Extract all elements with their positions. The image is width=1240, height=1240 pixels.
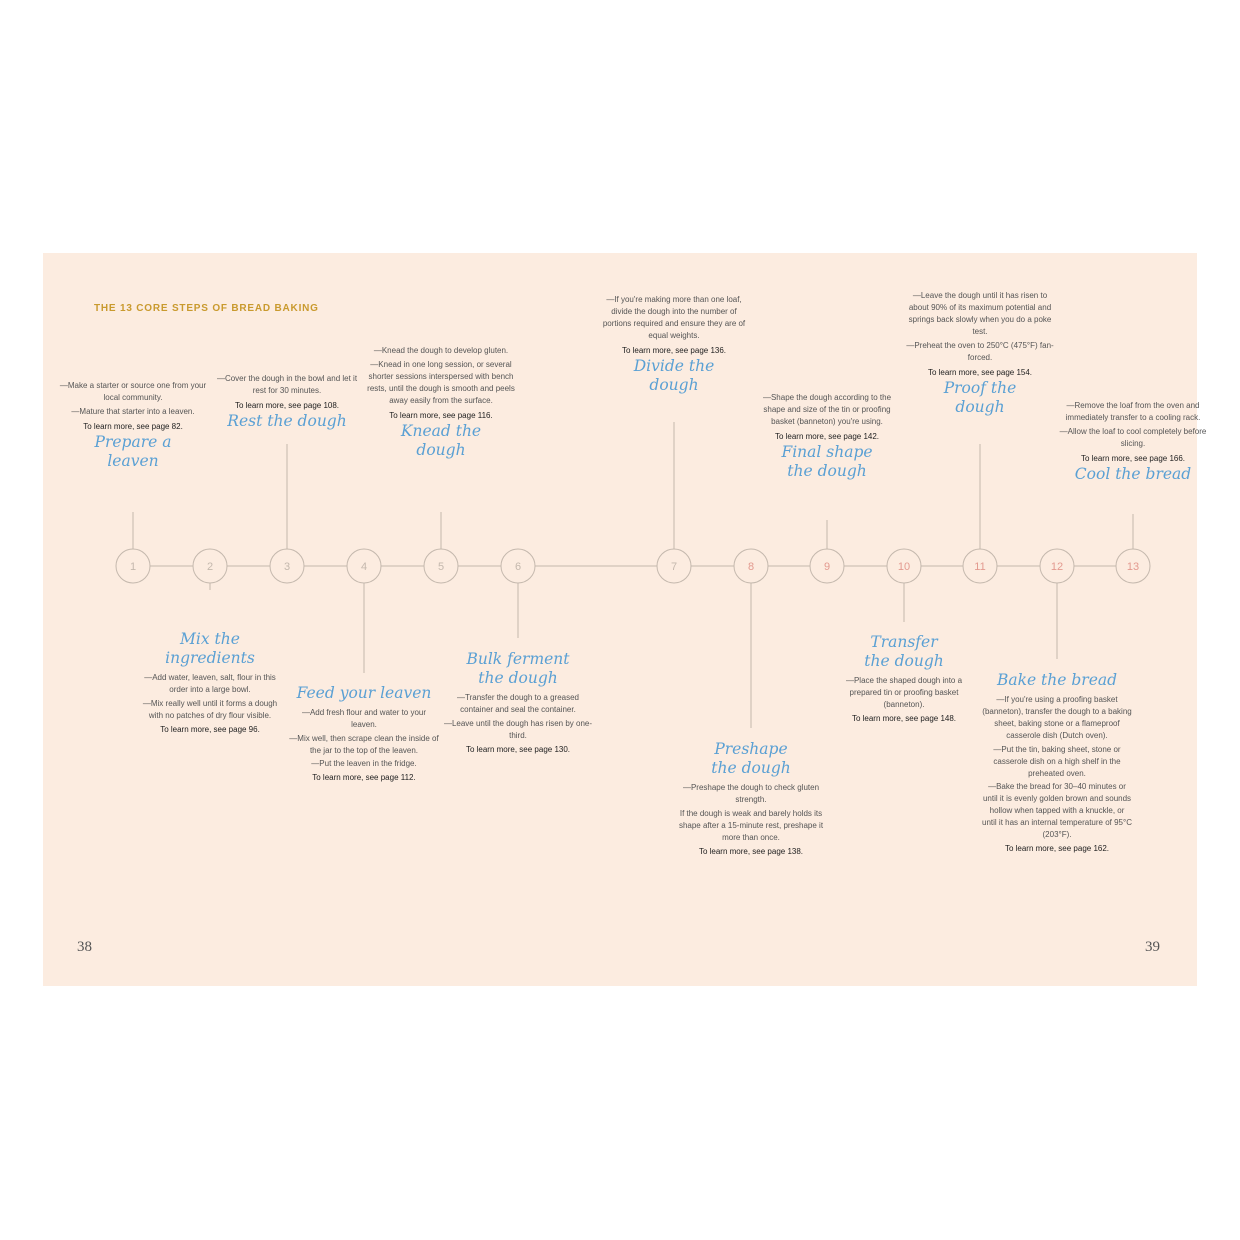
step-description-line: —Preshape the dough to check gluten strength. <box>682 783 820 804</box>
step-description <box>599 294 749 342</box>
step-description-line: —Mature that starter into a leaven. <box>71 406 195 416</box>
step-description-line: —If you're using a proofing basket (banneton), transfer the dough to a baking sheet, baking stone or a flameproof casserole dish (Dutch oven). <box>982 695 1132 740</box>
step-page-reference: To learn more, see page 138. <box>698 846 804 856</box>
step-page-reference: To learn more, see page 130. <box>465 744 571 754</box>
step-title <box>676 740 826 778</box>
step-4 <box>289 684 439 784</box>
step-title <box>752 443 902 481</box>
step-description-line: —Leave the dough until it has risen to about 90% of its maximum potential and springs back slowly when you do a poke test. <box>908 291 1052 336</box>
step-description <box>443 692 593 742</box>
step-12 <box>982 671 1132 855</box>
step-description-line: —Make a starter or source one from your local community. <box>59 381 207 402</box>
step-description-line: —Transfer the dough to a greased container and seal the container. <box>457 693 579 714</box>
step-title <box>1058 465 1208 484</box>
step-title-line: the dough <box>864 652 944 670</box>
step-title <box>905 379 1055 417</box>
step-page-reference: To learn more, see page 82. <box>83 421 183 431</box>
step-description <box>905 290 1055 364</box>
step-number: 5 <box>437 561 445 573</box>
step-title <box>443 650 593 688</box>
step-description <box>366 345 516 407</box>
step-5 <box>366 345 516 460</box>
step-11 <box>905 290 1055 417</box>
step-number: 12 <box>1050 561 1064 573</box>
step-description-line: —Put the tin, baking sheet, stone or casserole dish on a high shelf in the preheated oven. <box>993 744 1121 778</box>
step-6 <box>443 650 593 756</box>
step-number: 8 <box>747 561 755 573</box>
step-description <box>1058 400 1208 450</box>
step-title-line: Rest the dough <box>227 412 347 430</box>
step-description-line: —Mix well, then scrape clean the inside of the jar to the top of the leaven. <box>289 733 439 755</box>
step-number: 13 <box>1126 561 1140 573</box>
step-description-line: If the dough is weak and barely holds its shape after a 15-minute rest, preshape it more than once. <box>678 808 824 842</box>
step-description <box>289 707 439 770</box>
step-description-line: —Add water, leaven, salt, flour in this order into a large bowl. <box>144 673 276 694</box>
step-title-line: Proof the <box>943 378 1017 397</box>
step-number: 10 <box>897 561 911 573</box>
step-number: 4 <box>360 561 368 573</box>
step-10 <box>829 633 979 725</box>
step-page-reference: To learn more, see page 148. <box>851 714 957 723</box>
step-title-line: ingredients <box>165 649 255 667</box>
step-description-line: —Bake the bread for 30–40 minutes or until it is evenly golden brown and sounds hollow when tapped with a knuckle, or until it has an internal temperature of 95°C (203°F). <box>982 782 1132 839</box>
step-page-reference: To learn more, see page 96. <box>160 724 260 734</box>
step-title-line: the dough <box>478 669 558 687</box>
step-page-reference: To learn more, see page 154. <box>927 367 1033 377</box>
step-page-reference: To learn more, see page 116. <box>389 410 493 420</box>
step-description-line: —Knead the dough to develop gluten. <box>373 346 509 355</box>
step-description-line: —Place the shaped dough into a prepared tin or proofing basket (banneton). <box>845 676 963 709</box>
step-description <box>752 392 902 428</box>
step-7 <box>599 294 749 395</box>
step-number: 2 <box>206 561 214 573</box>
step-number: 6 <box>514 561 522 573</box>
step-description-line: —Cover the dough in the bowl and let it rest for 30 minutes. <box>216 374 358 395</box>
page-number-left: 38 <box>77 939 92 955</box>
step-title-line: dough <box>416 440 466 459</box>
step-description <box>212 373 362 397</box>
step-description-line: —If you're making more than one loaf, divide the dough into the number of portions required and ensure they are of equal weights. <box>602 295 746 340</box>
step-title <box>58 433 208 471</box>
step-8 <box>676 740 826 858</box>
step-description <box>829 675 979 711</box>
step-description-line: —Add fresh flour and water to your leaven. <box>301 708 427 729</box>
step-number: 1 <box>129 561 137 573</box>
step-page-reference: To learn more, see page 142. <box>774 432 880 441</box>
step-title <box>289 684 439 703</box>
step-description <box>58 380 208 418</box>
step-number: 3 <box>283 561 291 573</box>
step-description <box>676 782 826 844</box>
step-title-line: Knead the <box>400 421 482 440</box>
step-1 <box>58 380 208 471</box>
spread-heading: THE 13 CORE STEPS OF BREAD BAKING <box>94 303 319 314</box>
step-description-line: —Put the leaven in the fridge. <box>311 759 417 768</box>
step-title-line: Transfer <box>870 633 938 651</box>
step-title-line: Bake the bread <box>996 671 1118 689</box>
step-title <box>829 633 979 671</box>
step-title-line: Preshape <box>714 740 788 758</box>
step-description-line: —Allow the loaf to cool completely before slicing. <box>1059 426 1207 448</box>
step-page-reference: To learn more, see page 112. <box>312 773 416 782</box>
step-number: 11 <box>974 561 986 573</box>
step-description-line: —Mix really well until it forms a dough with no patches of dry flour visible. <box>142 698 278 720</box>
step-2 <box>135 630 285 736</box>
step-title-line: Mix the <box>180 630 240 648</box>
step-page-reference: To learn more, see page 162. <box>1004 844 1110 853</box>
step-page-reference: To learn more, see page 136. <box>621 346 727 355</box>
page-number-right: 39 <box>1145 939 1160 955</box>
step-title-line: Cool the bread <box>1074 464 1192 483</box>
step-description <box>982 694 1132 841</box>
step-title-line: Prepare a <box>94 432 172 451</box>
step-page-reference: To learn more, see page 166. <box>1080 453 1186 463</box>
step-description-line: —Shape the dough according to the shape and size of the tin or proofing basket (banneton) you're using. <box>762 393 892 426</box>
step-title-line: dough <box>955 397 1005 416</box>
step-title <box>982 671 1132 690</box>
step-number: 9 <box>823 561 831 573</box>
step-title-line: dough <box>649 376 699 394</box>
step-description-line: —Leave until the dough has risen by one-third. <box>443 718 593 740</box>
step-9 <box>752 392 902 481</box>
step-13 <box>1058 400 1208 484</box>
step-number: 7 <box>670 561 678 573</box>
step-title-line: the dough <box>711 759 791 777</box>
step-title-line: Bulk ferment <box>466 650 570 668</box>
step-description-line: —Knead in one long session, or several shorter sessions interspersed with bench rests, until the dough is smooth and peels away easily from the surface. <box>367 359 515 405</box>
step-title-line: Final shape <box>781 443 873 461</box>
step-title <box>135 630 285 668</box>
step-title <box>366 422 516 460</box>
step-description-line: —Remove the loaf from the oven and immediately transfer to a cooling rack. <box>1065 401 1201 422</box>
step-title-line: Divide the <box>633 357 715 375</box>
step-title-line: Feed your leaven <box>296 684 432 702</box>
step-description <box>135 672 285 722</box>
step-title-line: the dough <box>787 462 867 480</box>
step-3 <box>212 373 362 431</box>
step-title-line: leaven <box>107 451 159 470</box>
step-description-line: —Preheat the oven to 250°C (475°F) fan-forced. <box>906 340 1054 362</box>
step-title <box>599 357 749 395</box>
step-title <box>212 412 362 431</box>
step-page-reference: To learn more, see page 108. <box>234 401 340 410</box>
